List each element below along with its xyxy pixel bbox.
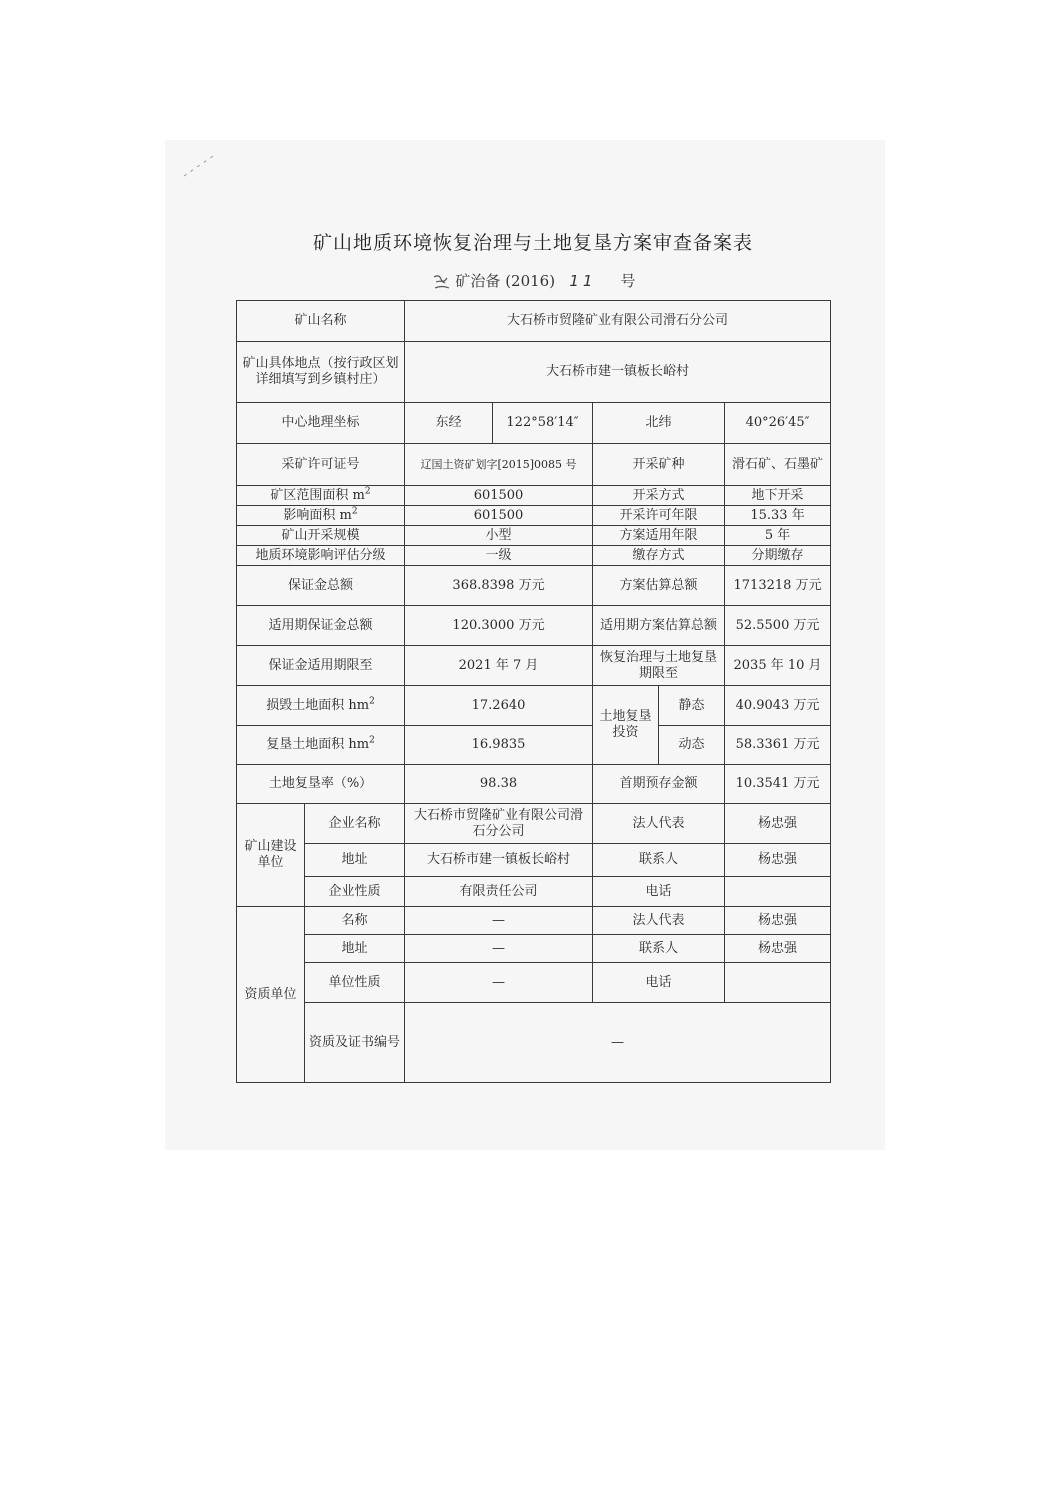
filing-form-table [236, 300, 831, 1083]
row-damaged [237, 686, 831, 726]
document-number [236, 270, 830, 291]
builder-phone-value [725, 877, 831, 907]
reclaim-value: 16.9835 [405, 726, 593, 765]
location-value: 大石桥市建一镇板长峪村 [405, 342, 831, 403]
qualified-phone-label: 电话 [593, 963, 725, 1003]
builder-name-value: 大石桥市贸隆矿业有限公司滑石分公司 [405, 804, 593, 844]
row-period-deposit [237, 606, 831, 646]
reclaim-label: 复垦土地面积 $hm^2$ [237, 726, 405, 765]
east-label: 东经 [405, 403, 493, 444]
row-reclaim [237, 726, 831, 765]
doc-number-suffix: 号 [620, 272, 636, 290]
qualified-legal-value: 杨忠强 [725, 907, 831, 935]
first-deposit-label: 首期预存金额 [593, 765, 725, 804]
deposit-until-label: 保证金适用期限至 [237, 646, 405, 686]
qualified-name-label: 名称 [305, 907, 405, 935]
coords-label: 中心地理坐标 [237, 403, 405, 444]
builder-legal-label: 法人代表 [593, 804, 725, 844]
license-value: 辽国土资矿划字[2015]0085 号 [405, 444, 593, 486]
qualified-address-label: 地址 [305, 935, 405, 963]
row-grade [237, 546, 831, 566]
qualified-address-value: — [405, 935, 593, 963]
row-qualified-cert [237, 1003, 831, 1083]
impact-value: 601500 [405, 506, 593, 526]
area-value: 601500 [405, 486, 593, 506]
restore-until-label: 恢复治理与土地复垦期限至 [593, 646, 725, 686]
restore-until-value: 2035 年 10 月 [725, 646, 831, 686]
east-value: 122°58′14″ [493, 403, 593, 444]
doc-number-handwritten: 11 [569, 272, 597, 290]
grade-label: 地质环境影响评估分级 [237, 546, 405, 566]
dynamic-value: 58.3361 万元 [725, 726, 831, 765]
deposit-method-value: 分期缴存 [725, 546, 831, 566]
row-qualified-name [237, 907, 831, 935]
qualified-name-value: — [405, 907, 593, 935]
rate-label: 土地复垦率（%） [237, 765, 405, 804]
row-builder-name [237, 804, 831, 844]
qualified-nature-label: 单位性质 [305, 963, 405, 1003]
builder-group-label: 矿山建设单位 [237, 804, 305, 907]
qualified-group-label: 资质单位 [237, 907, 305, 1083]
mineral-value: 滑石矿、石墨矿 [725, 444, 831, 486]
mineral-label: 开采矿种 [593, 444, 725, 486]
builder-contact-value: 杨忠强 [725, 844, 831, 877]
form-title: 矿山地质环境恢复治理与土地复垦方案审查备案表 [312, 232, 753, 254]
plan-estimate-label: 方案估算总额 [593, 566, 725, 606]
row-location [237, 342, 831, 403]
qualified-contact-label: 联系人 [593, 935, 725, 963]
method-label: 开采方式 [593, 486, 725, 506]
builder-nature-value: 有限责任公司 [405, 877, 593, 907]
doc-number-prefix: 矿治备 (2016) [455, 272, 556, 290]
row-mine-name [237, 301, 831, 342]
builder-nature-label: 企业性质 [305, 877, 405, 907]
damaged-label: 损毁土地面积 $hm^2$ [237, 686, 405, 726]
row-deposit-total [237, 566, 831, 606]
plan-years-label: 方案适用年限 [593, 526, 725, 546]
row-rate [237, 765, 831, 804]
deposit-total-value: 368.8398 万元 [405, 566, 593, 606]
row-builder-address [237, 844, 831, 877]
qualified-legal-label: 法人代表 [593, 907, 725, 935]
plan-estimate-value: 1713218 万元 [725, 566, 831, 606]
period-estimate-value: 52.5500 万元 [725, 606, 831, 646]
builder-phone-label: 电话 [593, 877, 725, 907]
qualified-phone-value [725, 963, 831, 1003]
method-value: 地下开采 [725, 486, 831, 506]
deposit-until-value: 2021 年 7 月 [405, 646, 593, 686]
first-deposit-value: 10.3541 万元 [725, 765, 831, 804]
period-deposit-label: 适用期保证金总额 [237, 606, 405, 646]
impact-label: 影响面积 $m^2$ [237, 506, 405, 526]
deposit-method-label: 缴存方式 [593, 546, 725, 566]
static-label: 静态 [659, 686, 725, 726]
damaged-value: 17.2640 [405, 686, 593, 726]
builder-legal-value: 杨忠强 [725, 804, 831, 844]
handwritten-prefix-glyph [431, 273, 451, 291]
builder-contact-label: 联系人 [593, 844, 725, 877]
static-value: 40.9043 万元 [725, 686, 831, 726]
permit-years-label: 开采许可年限 [593, 506, 725, 526]
invest-label: 土地复垦投资 [593, 686, 659, 765]
row-license [237, 444, 831, 486]
row-scale [237, 526, 831, 546]
row-impact [237, 506, 831, 526]
qualified-nature-value: — [405, 963, 593, 1003]
location-label: 矿山具体地点（按行政区划详细填写到乡镇村庄） [237, 342, 405, 403]
builder-address-label: 地址 [305, 844, 405, 877]
period-estimate-label: 适用期方案估算总额 [593, 606, 725, 646]
permit-years-value: 15.33 年 [725, 506, 831, 526]
dynamic-label: 动态 [659, 726, 725, 765]
mine-name-label: 矿山名称 [237, 301, 405, 342]
scale-value: 小型 [405, 526, 593, 546]
row-coordinates [237, 403, 831, 444]
qualified-contact-value: 杨忠强 [725, 935, 831, 963]
row-qualified-address [237, 935, 831, 963]
area-label: 矿区范围面积 $m^2$ [237, 486, 405, 506]
period-deposit-value: 120.3000 万元 [405, 606, 593, 646]
scan-smudge-mark [180, 150, 220, 180]
north-value: 40°26′45″ [725, 403, 831, 444]
plan-years-value: 5 年 [725, 526, 831, 546]
qualified-cert-label: 资质及证书编号 [305, 1003, 405, 1083]
builder-name-label: 企业名称 [305, 804, 405, 844]
rate-value: 98.38 [405, 765, 593, 804]
builder-address-value: 大石桥市建一镇板长峪村 [405, 844, 593, 877]
row-area [237, 486, 831, 506]
scale-label: 矿山开采规模 [237, 526, 405, 546]
qualified-cert-value: — [405, 1003, 831, 1083]
row-builder-nature [237, 877, 831, 907]
license-label: 采矿许可证号 [237, 444, 405, 486]
deposit-total-label: 保证金总额 [237, 566, 405, 606]
north-label: 北纬 [593, 403, 725, 444]
row-deposit-until [237, 646, 831, 686]
mine-name-value: 大石桥市贸隆矿业有限公司滑石分公司 [405, 301, 831, 342]
grade-value: 一级 [405, 546, 593, 566]
row-qualified-nature [237, 963, 831, 1003]
